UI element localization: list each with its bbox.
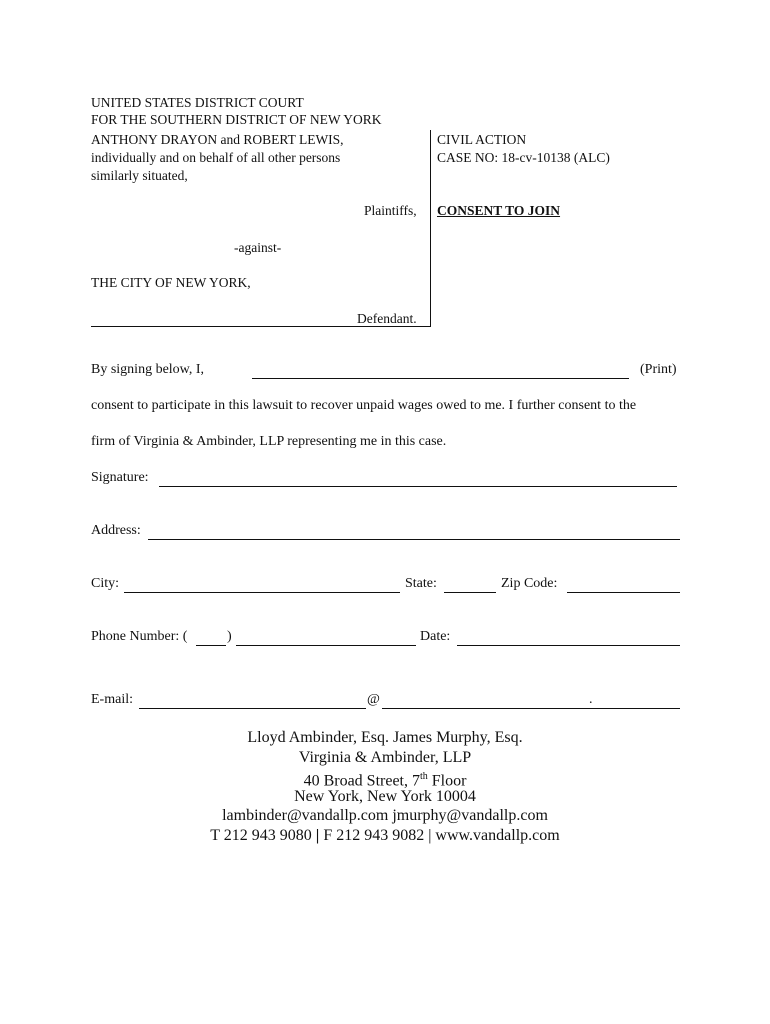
date-label: Date: [420,629,451,644]
caption-vertical-divider [430,130,431,326]
phone-date-row [91,629,681,645]
phone-number-label: Phone Number: ( [91,629,188,644]
plaintiffs-description-line2: similarly situated, [91,168,188,183]
phone-close-paren: ) [227,629,232,644]
plaintiffs-names: ANTHONY DRAYON and ROBERT LEWIS, [91,132,344,147]
street-prefix: 40 Broad Street, 7 [303,772,420,790]
email-at-sign: @ [367,692,380,707]
email-user-field[interactable] [139,695,366,709]
state-label: State: [405,576,437,591]
signature-label: Signature: [91,470,149,485]
signature-row [91,470,681,486]
signature-field[interactable] [159,473,677,487]
civil-action-label: CIVIL ACTION [437,132,527,147]
street-suffix: Floor [427,772,467,790]
defendant-label: Defendant. [357,311,417,326]
email-dot: . [589,692,593,707]
against-label: -against- [234,240,282,255]
area-code-field[interactable] [196,632,226,646]
by-signing-text: By signing below, I, [91,362,205,377]
city-state-zip-row [91,576,681,592]
zip-code-label: Zip Code: [501,576,558,591]
contact-separator: | [428,826,432,844]
address-row [91,523,681,539]
fax-number: F 212 943 9082 [323,826,425,844]
plaintiffs-label: Plaintiffs, [364,203,417,218]
date-field[interactable] [457,632,680,646]
defendant-name: THE CITY OF NEW YORK, [91,275,251,290]
website-link[interactable]: www.vandallp.com [435,826,560,844]
firm-name: Virginia & Ambinder, LLP [298,748,472,766]
court-name-line2: FOR THE SOUTHERN DISTRICT OF NEW YORK [91,112,382,127]
phone-number-field[interactable] [236,632,416,646]
caption-bottom-rule [91,326,431,327]
firm-city-line: New York, New York 10004 [294,787,476,805]
consent-text-line1: consent to participate in this lawsuit to recover unpaid wages owed to me. I further consent to the [91,398,637,413]
city-label: City: [91,576,120,591]
email-row [91,692,681,708]
state-field[interactable] [444,579,496,593]
case-number: CASE NO: 18-cv-10138 (ALC) [437,150,610,165]
telephone-number: T 212 943 9080 [210,826,312,844]
street-ordinal-suffix: th [419,771,428,782]
plaintiffs-description-line1: individually and on behalf of all other persons [91,150,341,165]
print-name-field[interactable] [252,365,629,379]
contact-separator: | [315,826,320,844]
attorneys-names: Lloyd Ambinder, Esq. James Murphy, Esq. [247,729,523,746]
attorney-emails: lambinder@vandallp.com jmurphy@vandallp.com [222,807,548,824]
court-name-line1: UNITED STATES DISTRICT COURT [91,95,304,110]
zip-code-field[interactable] [567,579,680,593]
print-label: (Print) [640,362,677,377]
print-name-row [91,362,681,378]
email-label: E-mail: [91,692,133,707]
consent-text-line2: firm of Virginia & Ambinder, LLP representing me in this case. [91,434,447,449]
address-label: Address: [91,523,141,538]
address-field[interactable] [148,526,680,540]
firm-contact-line [0,826,770,846]
document-title: CONSENT TO JOIN [437,203,561,218]
city-field[interactable] [124,579,400,593]
email-domain-field[interactable] [382,695,680,709]
